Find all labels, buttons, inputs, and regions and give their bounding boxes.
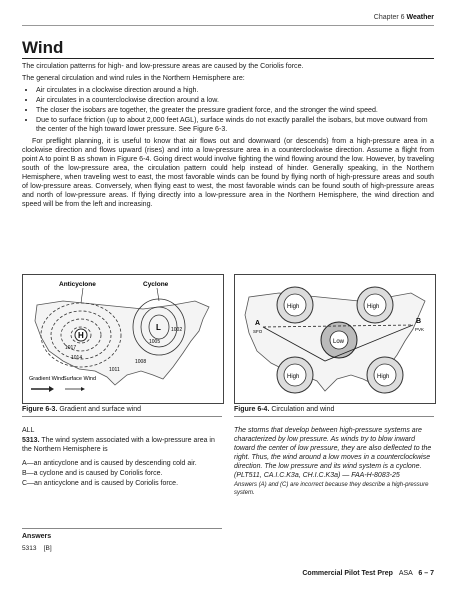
high-label: H (78, 331, 84, 340)
cyclone-label: Cyclone (143, 281, 169, 288)
answers-rule (22, 528, 222, 529)
explanation-note: Answers (A) and (C) are incorrect because they describe a high-pressure system. (234, 482, 429, 496)
title-rule (22, 58, 434, 59)
figure-6-4-title: Circulation and wind (271, 406, 335, 413)
figure-6-4-caption (234, 406, 334, 413)
header-chapter: Chapter 6 (373, 14, 405, 21)
header-section: Weather (406, 14, 434, 21)
us-map-outline (35, 301, 209, 385)
book-title: Commercial Pilot Test Prep (302, 570, 393, 577)
figure-6-3-number: Figure 6-3. (22, 406, 58, 413)
wind-rule-item: • Air circulates in a counterclockwise direction around a low. (36, 96, 434, 105)
high-label: High (377, 374, 390, 380)
preflight-paragraph: For preflight planning, it is useful to know that air flows out and downward (or descends) from a high-pressure area in a clockwise direction and flows upward (rises) and into a low-pressure area in a counterclockwise direction. Assume a flight from point A to point B as shown in Figure 6-4. Going direct would involve fighting the wind flowing around the low. However, by traveling south of the low-pressure area, the circulation pattern could help instead of hinder. Generally speaking, in the Northern Hemisphere, when traveling west to east, the most favorable winds can be found by flying north of high-pressure areas and south of low-pressure areas. Conversely, when flying east to west, the most favorable winds can be found south of high-pressure areas and north of low-pressure areas. If flying directly into a low-pressure area in the Northern Hemisphere, the wind direction and speed will be from the left and increasing. (22, 137, 434, 208)
low-label: Low (333, 339, 345, 345)
isobar-value: 1005 (149, 339, 161, 345)
caption-rule (22, 416, 222, 417)
figure-6-3-caption (22, 406, 141, 413)
wind-rule-item: • The closer the isobars are together, the greater the pressure gradient force, and the stronger the wind speed. (36, 106, 434, 115)
answers-title: Answers (22, 533, 52, 540)
figure-6-4 (234, 274, 436, 404)
intro-paragraph-2: The general circulation and wind rules in the Northern Hemisphere are: (22, 74, 245, 82)
intro-paragraph-1: The circulation patterns for high- and low-pressure areas are caused by the Coriolis force. (22, 62, 304, 70)
figure-6-4-number: Figure 6-4. (234, 406, 270, 413)
publisher: ASA (398, 570, 413, 577)
anticyclone-pointer (81, 288, 83, 303)
point-b-label: B (416, 318, 422, 325)
isobar-value: 1008 (135, 359, 147, 365)
circulation-wind-diagram (235, 275, 435, 403)
question-text: The wind system associated with a low-pressure area in the Northern Hemisphere is (22, 437, 215, 453)
anticyclone-label: Anticyclone (59, 281, 96, 288)
pvk-label: PVK (415, 327, 425, 332)
answer-option: B—a cyclone and is caused by Coriolis force. (22, 470, 163, 477)
wind-rule-item: • Due to surface friction (up to about 2,000 feet AGL), surface winds do not exactly parallel the isobars, but move outward from the center of the high toward lower pressure. See Figure 6-3. (36, 116, 434, 134)
caption-rule (234, 416, 434, 417)
answers-value: 5313 [B] (22, 545, 52, 552)
isobar-value: 1002 (171, 327, 183, 333)
figure-6-3-title: Gradient and surface wind (59, 406, 142, 413)
question-stem (22, 436, 222, 454)
point-a-label: A (255, 320, 261, 327)
wind-rule-item: • Air circulates in a clockwise direction around a high. (36, 86, 434, 95)
isobar-value: 1011 (109, 367, 120, 373)
explanation-text: The storms that develop between high-pressure systems are characterized by low pressure. As winds try to blow inward toward the center of low pressure, they are also deflected to the right. Thus, the wind around a low moves in a counterclockwise direction. The low pressure and its wind system is a cyclone. (PLT511, CA.I.C.K3a, CH.I.C.K3a) — FAA-H-8083-25 (234, 427, 432, 479)
wind-rules-list (22, 86, 434, 134)
explanation-block (234, 426, 434, 499)
surface-wind-legend: Surface Wind (63, 376, 97, 382)
high-label: High (367, 304, 380, 310)
page-footer (302, 570, 434, 577)
high-label: High (287, 374, 300, 380)
question-number: 5313. (22, 437, 40, 444)
low-label: L (156, 323, 161, 332)
isobar-value: 1014 (71, 355, 83, 361)
running-header (374, 14, 434, 21)
answer-option: C—an anticyclone and is caused by Coriolis force. (22, 480, 179, 487)
figure-6-3 (22, 274, 224, 404)
body-text (22, 62, 434, 212)
gradient-wind-arrowhead-icon (49, 386, 54, 392)
high-label: High (287, 304, 300, 310)
isobar-value: 1017 (65, 345, 77, 351)
question-block (22, 426, 222, 489)
header-rule (22, 25, 434, 26)
gradient-surface-wind-diagram (23, 275, 223, 403)
answer-option: A—an anticyclone and is caused by descending cold air. (22, 460, 197, 467)
section-title: Wind (22, 38, 64, 57)
page-number: 6 – 7 (418, 570, 434, 577)
question-category: ALL (22, 427, 35, 434)
surface-wind-arrowhead-icon (81, 387, 85, 391)
gradient-wind-legend: Gradient Wind (29, 376, 65, 382)
sfo-label: SFO (253, 329, 263, 334)
